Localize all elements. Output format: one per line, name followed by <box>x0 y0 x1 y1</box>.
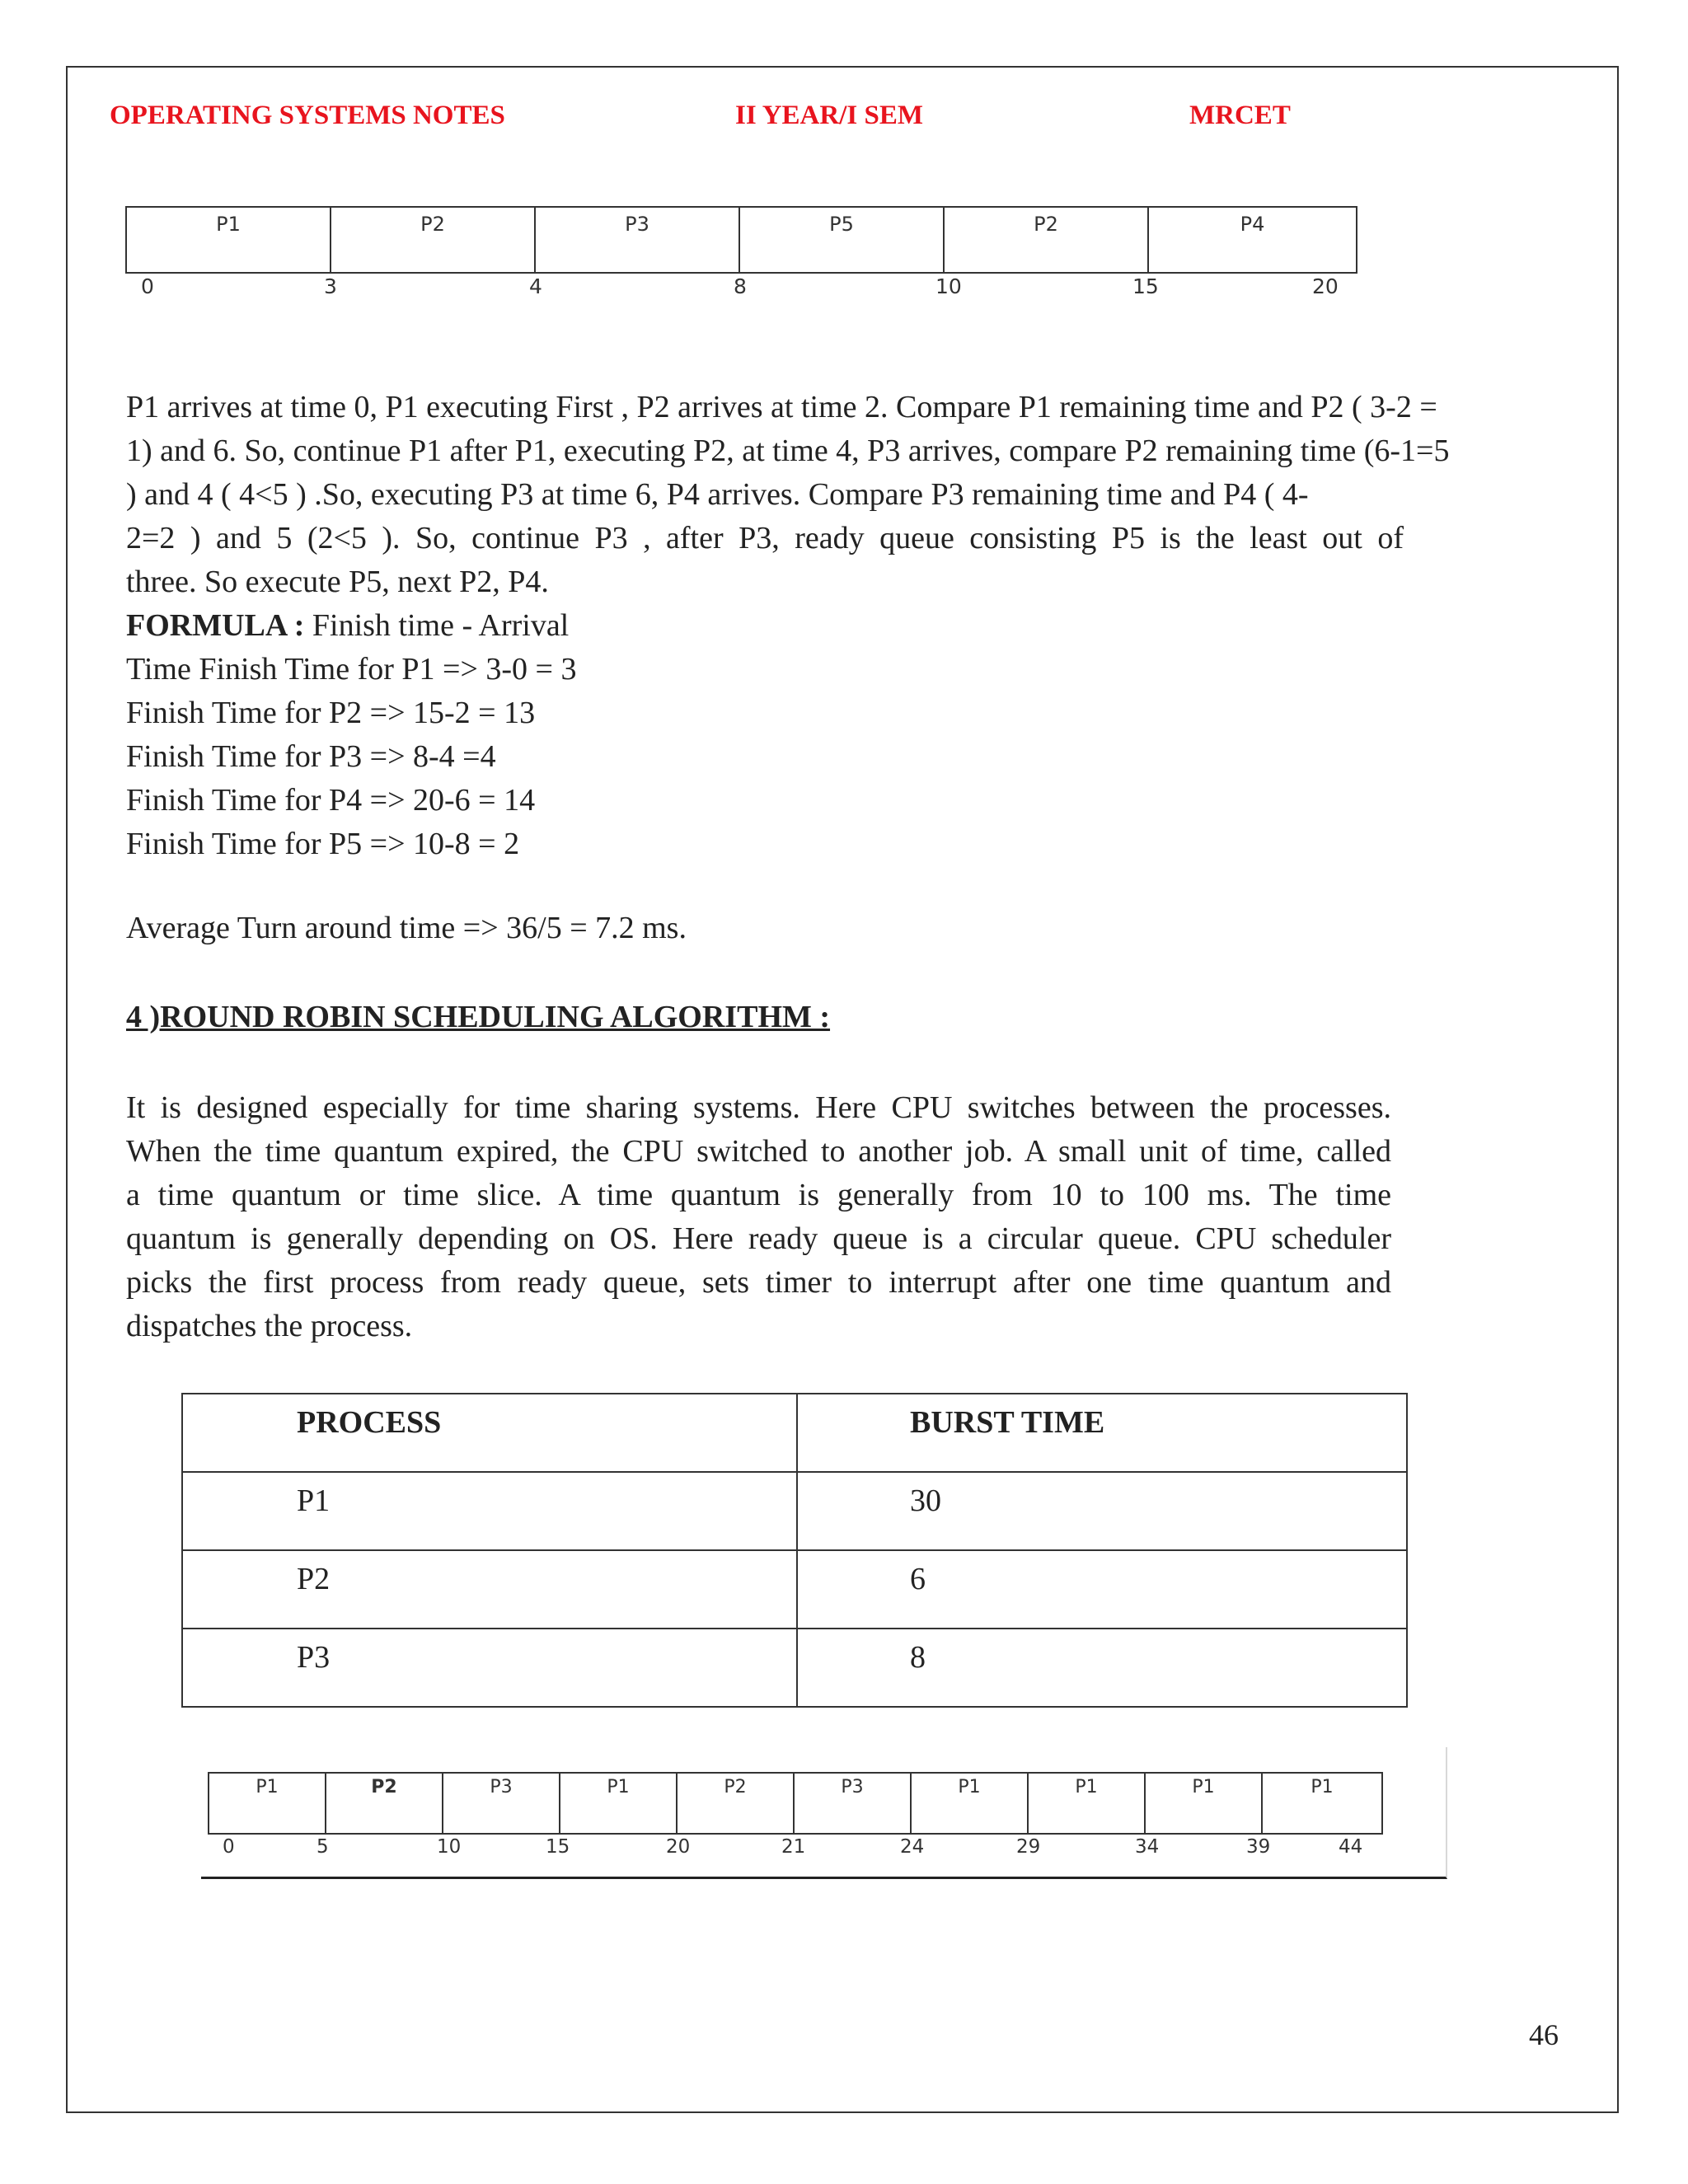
gantt-block: P1 <box>560 1774 678 1833</box>
average-turnaround: Average Turn around time => 36/5 = 7.2 ms. <box>126 911 687 945</box>
gantt-tick: 3 <box>324 274 337 298</box>
gantt-tick: 21 <box>781 1836 806 1858</box>
rr-line: It is designed especially for time sharing systems. Here CPU switches between the processes. <box>126 1090 1391 1125</box>
rr-line: quantum is generally depending on OS. Here ready queue is a circular queue. CPU scheduler <box>126 1221 1391 1256</box>
gantt-tick: 0 <box>141 274 154 298</box>
explanation-paragraph <box>126 386 1527 866</box>
srtf-gantt-chart <box>125 206 1357 274</box>
gantt-tick: 44 <box>1339 1836 1363 1858</box>
gantt-block: P3 <box>795 1774 912 1833</box>
gantt-block: P3 <box>536 208 740 272</box>
table-row <box>182 1629 1407 1707</box>
gantt-block: P5 <box>740 208 945 272</box>
table-cell: 8 <box>797 1629 1407 1707</box>
page-number: 46 <box>1529 2018 1559 2051</box>
explanation-line: ) and 4 ( 4<5 ) .So, executing P3 at time 6, P4 arrives. Compare P3 remaining time and P4 ( 4- <box>126 477 1309 512</box>
gantt-tick: 15 <box>1132 274 1159 298</box>
gantt-tick: 20 <box>666 1836 691 1858</box>
header-college: MRCET <box>1189 101 1291 130</box>
table-header-row <box>182 1394 1407 1472</box>
gantt-block: P1 <box>1029 1774 1146 1833</box>
rr-line: picks the first process from ready queue, sets timer to interrupt after one time quantum and <box>126 1265 1391 1300</box>
table-cell: 30 <box>797 1472 1407 1550</box>
table-cell: P3 <box>182 1629 797 1707</box>
gantt-block: P2 <box>326 1774 443 1833</box>
gantt-block: P2 <box>945 208 1149 272</box>
rr-line: a time quantum or time slice. A time quantum is generally from 10 to 100 ms. The time <box>126 1178 1391 1212</box>
explanation-line: 1) and 6. So, continue P1 after P1, executing P2, at time 4, P3 arrives, compare P2 remaining time (6-1=5 <box>126 434 1450 468</box>
gantt-tick: 4 <box>529 274 542 298</box>
finish-time-line: Finish Time for P4 => 20-6 = 14 <box>126 783 536 818</box>
gantt-block: P2 <box>678 1774 795 1833</box>
gantt-tick: 34 <box>1135 1836 1160 1858</box>
header-course-title: OPERATING SYSTEMS NOTES <box>110 101 505 130</box>
gantt-block: P1 <box>1146 1774 1263 1833</box>
table-cell: P2 <box>182 1550 797 1629</box>
formula-text: Finish time - Arrival <box>304 608 570 643</box>
gantt-block: P1 <box>209 1774 326 1833</box>
table-row <box>182 1472 1407 1550</box>
burst-time-table <box>181 1393 1408 1708</box>
finish-time-line: Time Finish Time for P1 => 3-0 = 3 <box>126 652 577 687</box>
gantt-tick: 39 <box>1246 1836 1271 1858</box>
finish-time-line: Finish Time for P5 => 10-8 = 2 <box>126 827 520 861</box>
gantt-tick: 20 <box>1312 274 1339 298</box>
gantt-tick: 0 <box>223 1836 235 1858</box>
table-row <box>182 1550 1407 1629</box>
gantt-block: P2 <box>331 208 536 272</box>
table-header-cell: PROCESS <box>182 1394 797 1472</box>
round-robin-paragraph <box>126 1086 1391 1348</box>
header-year-sem: II YEAR/I SEM <box>735 101 923 130</box>
table-cell: P1 <box>182 1472 797 1550</box>
table-cell: 6 <box>797 1550 1407 1629</box>
gantt-tick: 15 <box>546 1836 570 1858</box>
gantt-tick: 10 <box>437 1836 462 1858</box>
gantt-tick: 5 <box>316 1836 329 1858</box>
gantt-tick: 24 <box>900 1836 925 1858</box>
finish-time-line: Finish Time for P2 => 15-2 = 13 <box>126 696 536 730</box>
section-heading: 4 )ROUND ROBIN SCHEDULING ALGORITHM : <box>126 1000 831 1034</box>
finish-time-line: Finish Time for P3 => 8-4 =4 <box>126 739 496 774</box>
gantt-block: P1 <box>1311 1777 1334 1797</box>
formula-heading <box>126 604 1527 648</box>
rr-line: When the time quantum expired, the CPU switched to another job. A small unit of time, called <box>126 1134 1391 1169</box>
table-header-cell: BURST TIME <box>797 1394 1407 1472</box>
rr-gantt-chart <box>208 1772 1383 1835</box>
explanation-line: 2=2 ) and 5 (2<5 ). So, continue P3 , after P3, ready queue consisting P5 is the least out of <box>126 521 1404 555</box>
rr-line: dispatches the process. <box>126 1309 413 1343</box>
gantt-block: P1 <box>127 208 331 272</box>
gantt-block: P3 <box>443 1774 560 1833</box>
explanation-line: three. So execute P5, next P2, P4. <box>126 565 549 599</box>
gantt-tick: 8 <box>734 274 747 298</box>
gantt-block: P4 <box>1240 213 1265 236</box>
explanation-line: P1 arrives at time 0, P1 executing First , P2 arrives at time 2. Compare P1 remaining time and P2 ( 3-2 = <box>126 390 1437 424</box>
gantt-tick: 29 <box>1016 1836 1041 1858</box>
gantt-block: P1 <box>912 1774 1029 1833</box>
formula-label: FORMULA : <box>126 608 305 643</box>
gantt-tick: 10 <box>935 274 962 298</box>
